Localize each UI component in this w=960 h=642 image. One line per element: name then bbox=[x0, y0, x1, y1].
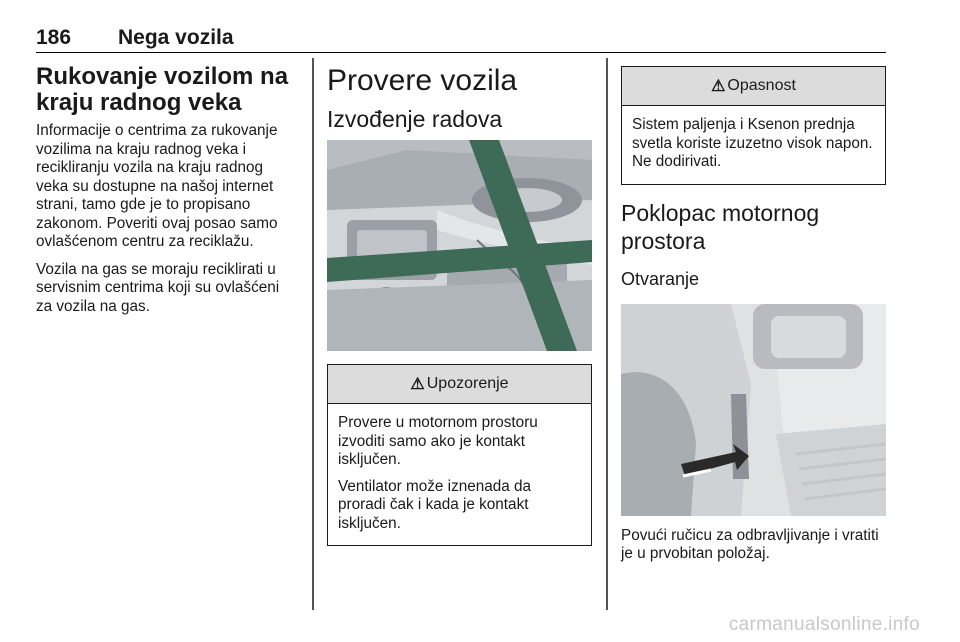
chapter-title: Nega vozila bbox=[118, 26, 234, 49]
paragraph: Sistem paljenja i Ksenon prednja svetla koriste izuzetno visok napon. Ne dodirivati. bbox=[632, 116, 873, 170]
page-number: 186 bbox=[36, 26, 72, 49]
section-heading: Poklopac motornog prostora bbox=[621, 199, 820, 254]
warning-triangle-icon: ⚠ bbox=[410, 376, 425, 393]
section-heading: Rukovanje vozilom na kraju radnog veka bbox=[36, 63, 289, 116]
paragraph: Provere u motornom prostoru izvoditi samo ako je kontakt isključen. bbox=[338, 414, 538, 468]
paragraph: Povući ručicu za odbravljivanje i vratiti je u prvobitan položaj. bbox=[621, 526, 879, 562]
page-header bbox=[36, 26, 886, 53]
danger-box bbox=[621, 66, 886, 185]
subsection-heading: Izvođenje radova bbox=[327, 106, 503, 132]
column-vehicle-checks bbox=[327, 60, 592, 546]
subsection-heading: Otvaranje bbox=[621, 268, 700, 289]
warning-box-header bbox=[328, 365, 591, 404]
paragraph: Informacije o centrima za rukovanje vozilima na kraju radnog veka i recikliranju vozila na kraju radnog veka su dostupne na našoj internet strani, tamo gde je to propisano zakonom. Poveriti ovaj posao samo ovlašćenom centru za reciklažu. bbox=[36, 122, 278, 250]
column-engine-hood bbox=[621, 66, 886, 573]
column-divider bbox=[312, 58, 314, 610]
warning-triangle-icon: ⚠ bbox=[711, 78, 726, 95]
danger-box-header bbox=[622, 67, 885, 106]
warning-box bbox=[327, 364, 592, 546]
danger-title: Opasnost bbox=[727, 77, 796, 94]
hood-release-photo bbox=[621, 304, 886, 516]
section-heading: Provere vozila bbox=[327, 64, 518, 97]
paragraph: Ventilator može iznenada da proradi čak i kada je kontakt isključen. bbox=[338, 477, 532, 532]
warning-title: Upozorenje bbox=[426, 375, 509, 392]
paragraph: Vozila na gas se moraju reciklirati u servisnim centrima koji su ovlašćeni za vozila na gas. bbox=[36, 260, 280, 315]
column-divider bbox=[606, 58, 608, 610]
watermark: carmanualsonline.info bbox=[728, 614, 920, 635]
engine-bay-photo bbox=[327, 140, 592, 351]
column-end-of-life bbox=[36, 60, 298, 325]
